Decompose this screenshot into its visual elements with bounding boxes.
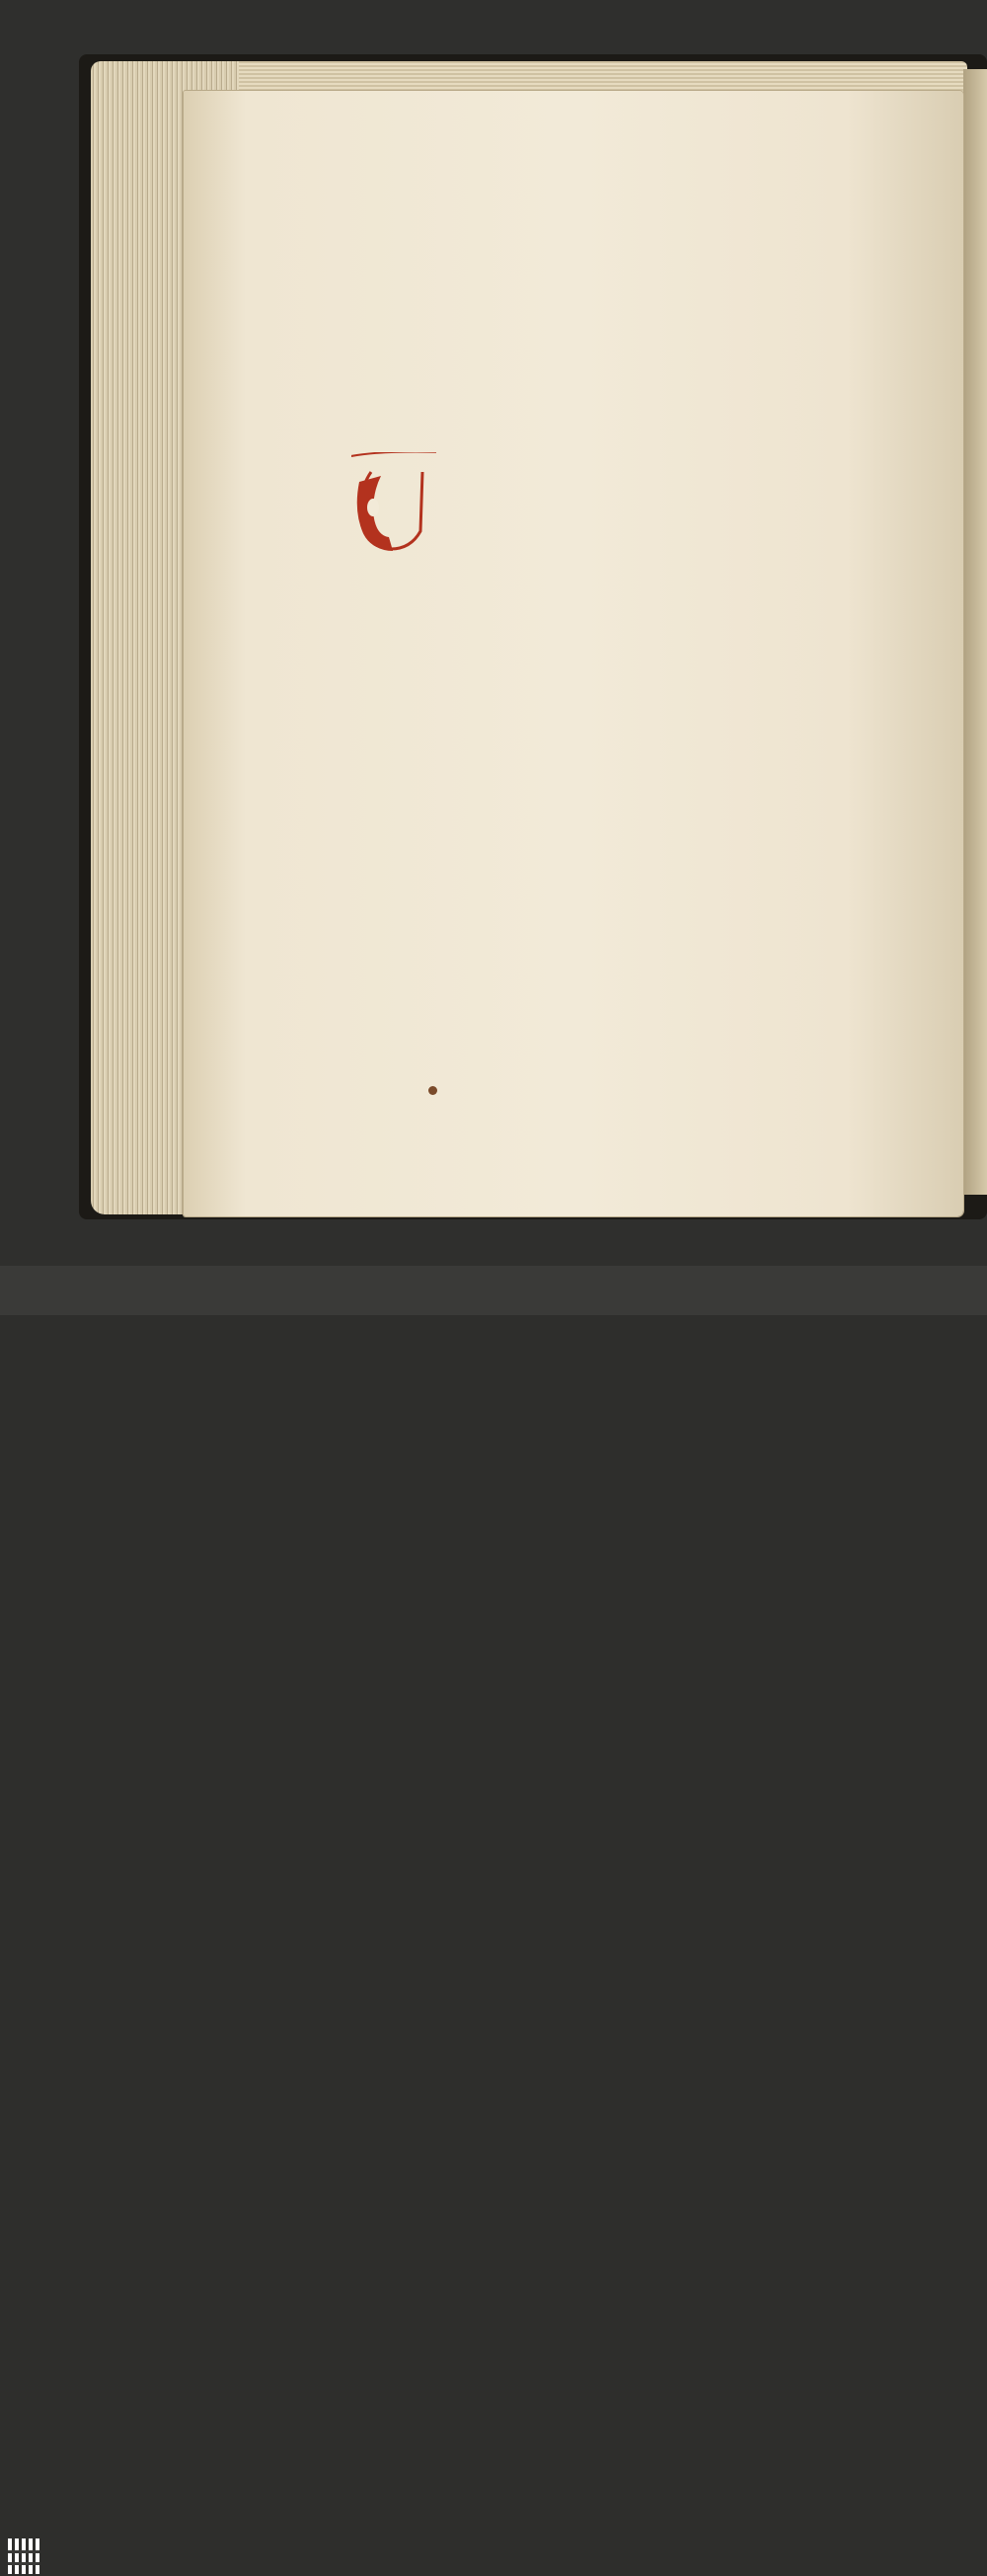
facing-page-edge xyxy=(963,69,987,1195)
ub-paderborn-logo-icon xyxy=(6,2537,41,2576)
chapter-heading xyxy=(380,378,854,417)
book-page xyxy=(184,91,963,1216)
decorated-initial-icon xyxy=(351,452,436,555)
footer-bar xyxy=(0,1266,987,1315)
ink-blot xyxy=(428,1086,437,1095)
image-viewer xyxy=(0,0,987,1266)
